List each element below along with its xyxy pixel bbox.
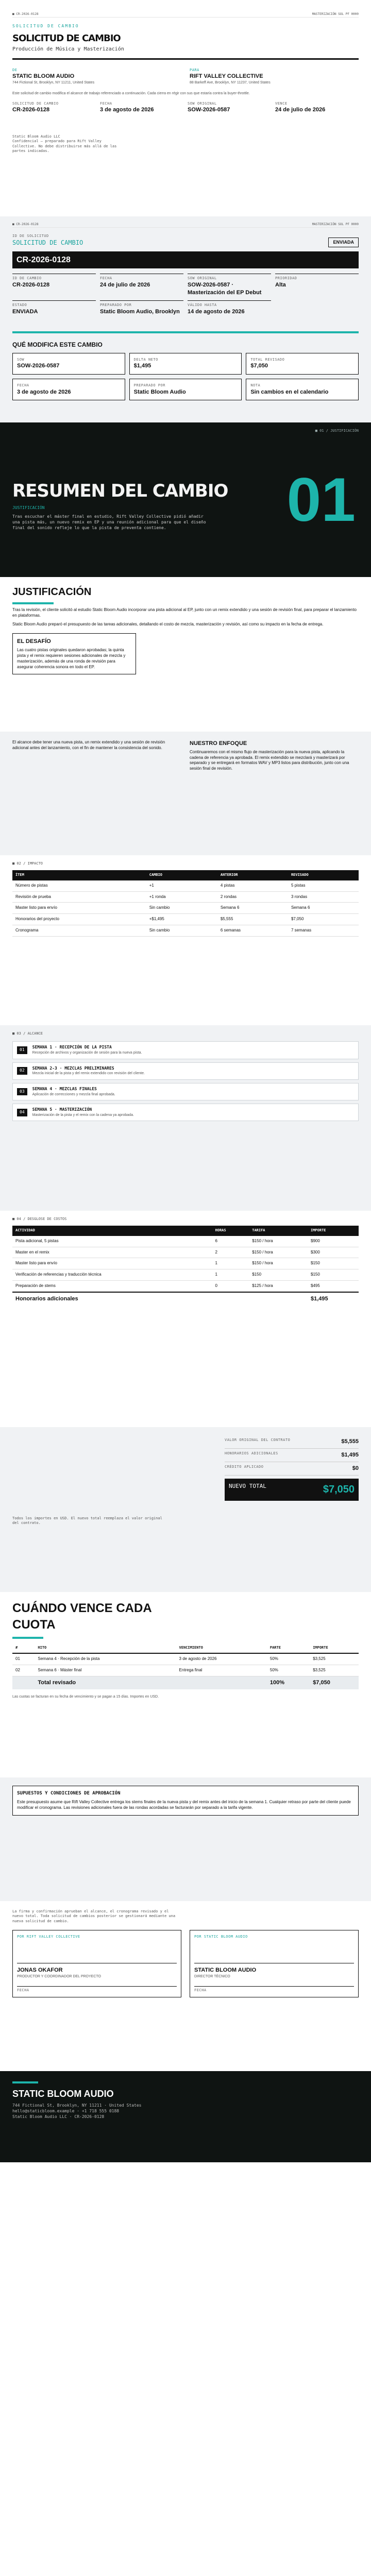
table-cell: +1: [149, 883, 154, 888]
cell-label: ESTADO: [12, 303, 27, 308]
meta-label: SOW ORIGINAL: [188, 101, 217, 106]
phase-title: SEMANA 1 · RECEPCIÓN DE LA PISTA: [32, 1045, 112, 1050]
meta-item: [100, 101, 183, 114]
table-cell: $3,525: [313, 1656, 326, 1662]
cell-label: FECHA: [100, 276, 112, 281]
phase-item: [12, 1083, 359, 1100]
phase-list: [12, 1041, 359, 1121]
box-kind: SOLICITUD DE CAMBIO: [12, 239, 83, 247]
table-cell: Cronograma: [15, 928, 39, 933]
phase-number: 02: [17, 1067, 27, 1075]
table-row: [12, 914, 359, 925]
totals-value: $0: [352, 1465, 359, 1471]
table-cell: Sin cambio: [149, 905, 170, 910]
summary-value: Sin cambios en el calendario: [250, 388, 329, 395]
table-cell: $300: [311, 1249, 320, 1255]
impact-gutter: ■ 02 / IMPACTO: [12, 861, 43, 866]
hero-title: RESUMEN DEL CAMBIO: [12, 481, 228, 502]
hero-number: 01: [286, 465, 356, 534]
sig-name: STATIC BLOOM AUDIO: [194, 1967, 257, 1973]
pay-total-percent: 100%: [269, 1679, 285, 1686]
table-row: [12, 1258, 359, 1269]
totals-label: VALOR ORIGINAL DEL CONTRATO: [225, 1438, 291, 1442]
intro: Este solicitud de cambio modifica el alcance de trabajo referenciado a continuación. Cada cierra en régir con sus que estaría contra la buyer-throttle.: [12, 92, 250, 96]
box-cell: [100, 274, 183, 296]
summary-item: [12, 353, 125, 375]
pay-total: $7,050: [313, 1679, 330, 1686]
justification: [0, 577, 371, 732]
phase-title: SEMANA 5 · MASTERIZACIÓN: [32, 1107, 92, 1112]
phase-number: 04: [17, 1109, 27, 1116]
new-total-label: NUEVO TOTAL: [229, 1482, 266, 1489]
column-header: HORAS: [215, 1228, 226, 1233]
meta-label: SOLICITUD DE CAMBIO: [12, 101, 59, 106]
summary-item: [129, 353, 242, 375]
table-cell: $495: [311, 1283, 320, 1289]
scope-left: El alcance debe tener una nueva pista, un remix extendido y una sesión de revisión adicional antes del lanzamiento, con el fin de mantener la consistencia del sonido.: [12, 740, 165, 750]
cost-total-label: Honorarios adicionales: [15, 1295, 78, 1302]
pay-title: CUÁNDO VENCE CADA CUOTA: [12, 1601, 151, 1632]
summary-item: [246, 353, 359, 375]
totals-row: [225, 1435, 359, 1449]
sig-name: JONAS OKAFOR: [17, 1967, 63, 1973]
cost: [0, 1211, 371, 1427]
just-p2: Static Bloom Audio preparó el presupuesto de las tareas adicionales, detallando el costo de mezcla, masterización y revisión, así como su impacto en la fecha de entrega.: [12, 621, 324, 626]
page-title: SOLICITUD DE CAMBIO: [12, 32, 121, 44]
table-cell: 2: [215, 1249, 217, 1255]
table-row: [12, 1269, 359, 1281]
to-name: RIFT VALLEY COLLECTIVE: [190, 73, 263, 80]
totals-value: $5,555: [341, 1438, 359, 1445]
cost-total: $1,495: [311, 1295, 328, 1302]
approach: [0, 732, 371, 855]
pay-table: [12, 1643, 359, 1689]
sig-role: PRODUCTOR Y COORDINADOR DEL PROYECTO: [17, 1974, 101, 1978]
page-subtitle: Producción de Música y Masterización: [12, 46, 124, 53]
signatures: [12, 1930, 359, 1997]
table-cell: Verificación de referencias y traducción técnica: [15, 1272, 102, 1277]
confidential-note: Static Bloom Audio LLC Confidencial — preparado para Rift Valley Collective. No debe distribuirse más allá de las partes indicadas.: [12, 134, 117, 154]
totals-list: [225, 1435, 359, 1476]
table-cell: Master listo para envío: [15, 905, 57, 910]
table-cell: $7,050: [291, 917, 304, 922]
from-name: STATIC BLOOM AUDIO: [12, 73, 75, 80]
divider: [12, 602, 54, 604]
totals-label: HONORARIOS ADICIONALES: [225, 1451, 278, 1455]
box-cell: [100, 300, 183, 315]
summary-value: SOW-2026-0587: [17, 363, 60, 369]
table-cell: 3 de agosto de 2026: [179, 1656, 217, 1662]
table-cell: +1 ronda: [149, 894, 166, 899]
column-header: ÍTEM: [15, 873, 24, 877]
totals-row: [225, 1449, 359, 1462]
table-cell: Pista adicional, 5 pistas: [15, 1238, 59, 1243]
summary-value: $7,050: [250, 363, 268, 369]
hero-kicker: JUSTIFICACIÓN: [12, 505, 45, 511]
table-cell: Entrega final: [179, 1668, 203, 1673]
phase-desc: Mezcla inicial de la pista y del remix extendido con revisión del cliente.: [32, 1072, 145, 1076]
payments: [0, 1592, 371, 1777]
cell-value: Alta: [275, 281, 286, 288]
to-address: 88 Barkeff Ave, Brooklyn, NY 11237, United States: [190, 80, 271, 84]
table-cell: 50%: [269, 1668, 278, 1673]
table-cell: 50%: [269, 1656, 278, 1662]
phase-desc: Recepción de archivos y organización de sesión para la nueva pista.: [32, 1051, 142, 1055]
cell-label: ID DE CAMBIO: [12, 276, 42, 281]
table-cell: Semana 4 · Recepción de la pista: [38, 1656, 100, 1662]
sig-line: [194, 1943, 354, 1963]
summary-item: [246, 379, 359, 400]
meta-item: [275, 101, 359, 114]
cell-label: VÁLIDO HASTA: [188, 303, 217, 308]
from-label: DE: [12, 67, 18, 72]
cell-value: ENVIADA: [12, 308, 38, 315]
challenge-heading: EL DESAFÍO: [17, 638, 51, 645]
meta-value: SOW-2026-0587: [188, 107, 230, 113]
divider: [12, 331, 359, 333]
hero-gutter: ■ 01 / JUSTIFICACIÓN: [315, 429, 359, 433]
phase-title: SEMANA 4 · MEZCLAS FINALES: [32, 1086, 97, 1091]
sig-date: FECHA: [194, 1986, 354, 1993]
summary-label: DELTA NETO: [133, 357, 158, 362]
table-row: [12, 891, 359, 903]
table-cell: 4 pistas: [220, 883, 235, 888]
column-header: VENCIMIENTO: [179, 1645, 203, 1650]
parties: [12, 68, 359, 86]
impact: [0, 855, 371, 1025]
column-header: CAMBIO: [149, 873, 163, 877]
pay-total-label: Total revisado: [38, 1679, 76, 1686]
table-cell: Revisión de prueba: [15, 894, 51, 899]
summary-label: PREPARADO POR: [133, 383, 165, 388]
approval: [0, 1901, 371, 2071]
footer-name: STATIC BLOOM AUDIO: [12, 2089, 114, 2099]
approval-note: La firma y confirmación aprueban el alcance, el cronograma revisado y el nuevo total. Toda solicitud de cambios posterior se gestionará mediante una nueva solicitud de cambio.: [12, 1909, 176, 1923]
table-row: [12, 880, 359, 891]
table-cell: $125 / hora: [252, 1283, 273, 1289]
box-cell: [188, 300, 271, 315]
table-cell: $150 / hora: [252, 1261, 273, 1266]
terms: [0, 1777, 371, 1901]
table-cell: $150 / hora: [252, 1238, 273, 1243]
just-title: JUSTIFICACIÓN: [12, 586, 92, 598]
pay-note: Las cuotas se facturan en su fecha de vencimiento y se pagan a 15 días. Importes en USD.: [12, 1694, 159, 1699]
phase-text: [32, 1045, 142, 1055]
gutter: ■ CR-2026-0128 MASTERIZACIÓN SOL PF 0000: [12, 12, 359, 18]
cell-value: SOW-2026-0587 · Masterización del EP Debut: [188, 281, 262, 296]
phase-item: [12, 1062, 359, 1080]
phase-number: 03: [17, 1088, 27, 1096]
table-cell: 1: [215, 1272, 217, 1277]
request-id: CR-2026-0128: [12, 251, 359, 269]
table-row: [12, 1247, 359, 1258]
sig-heading: POR STATIC BLOOM AUDIO: [194, 1935, 248, 1939]
summary-value: $1,495: [133, 363, 151, 369]
table-cell: Semana 6: [220, 905, 240, 910]
box-cell: [12, 274, 96, 296]
table-cell: 01: [15, 1656, 20, 1662]
table-cell: 7 semanas: [291, 928, 312, 933]
hero: [0, 422, 371, 577]
totals-value: $1,495: [341, 1451, 359, 1458]
table-cell: Honorarios del proyecto: [15, 917, 59, 922]
meta-value: 24 de julio de 2026: [275, 107, 326, 113]
cell-value: Static Bloom Audio, Brooklyn: [100, 308, 180, 315]
table-cell: 2 rondas: [220, 894, 237, 899]
table-cell: Master listo para envío: [15, 1261, 57, 1266]
terms-body: Este presupuesto asume que Rift Valley Collective entrega los stems finales de la nueva pista y del remix antes del inicio de la semana 1. Cualquier retraso por parte del cliente puede modificar el cronograma. Las revisiones adicionales fuera de las rondas acordadas se facturarán por separado a la tarifa vigente.: [17, 1800, 351, 1810]
phases-gutter: ■ 03 / ALCANCE: [12, 1031, 43, 1036]
hero-quote: Tras escuchar el máster final en estudio, Rift Valley Collective pidió añadir una pista más, un nuevo remix en EP y una reunión adicional para que el diseño final del sonido refleje lo que la pista de preventa contiene.: [12, 514, 206, 530]
summary-item: [12, 379, 125, 400]
table-cell: Semana 6 · Máster final: [38, 1668, 82, 1673]
meta-item: [188, 101, 271, 114]
box-cell: [275, 274, 359, 296]
table-cell: $150: [311, 1272, 320, 1277]
summary-item: [129, 379, 242, 400]
cost-gutter: ■ 04 / DESGLOSE DE COSTOS: [12, 1217, 67, 1221]
table-row: [12, 925, 359, 937]
meta-value: 3 de agosto de 2026: [100, 107, 154, 113]
column-header: #: [15, 1645, 18, 1650]
signature-block: [190, 1930, 359, 1997]
table-cell: 0: [215, 1283, 217, 1289]
totals-row: [225, 1462, 359, 1476]
status-badge: ENVIADA: [328, 238, 359, 247]
table-row: [12, 1653, 359, 1665]
approach-heading: NUESTRO ENFOQUE: [190, 740, 247, 747]
phase-desc: Aplicación de correcciones y mezcla final aprobada.: [32, 1092, 115, 1096]
challenge-body: Las cuatro pistas originales quedaron aprobadas; la quinta pista y el remix requieren sesiones adicionales de mezcla y masterización, además de una ronda de revisión para asegurar coherencia sonora en todo el EP.: [17, 648, 126, 669]
signature-block: [12, 1930, 181, 1997]
sig-role: DIRECTOR TÉCNICO: [194, 1974, 230, 1978]
just-p1: Tras la revisión, el cliente solicitó al estudio Static Bloom Audio incorporar una pista adicional al EP, junto con un remix extendido y una sesión de revisión final, para preparar el lanzamiento en plataformas.: [12, 607, 357, 618]
table-cell: Número de pistas: [15, 883, 48, 888]
approach-body: Continuaremos con el mismo flujo de masterización para la nueva pista, aplicando la cadena de referencia ya aprobada. El remix extendido se mezclará y masterizará por separado y se entregará en formatos WAV y MP3 listos para distribución, junto con una sesión final de revisión.: [190, 749, 349, 771]
impact-table: [12, 870, 359, 936]
column-header: TARIFA: [252, 1228, 265, 1233]
meta-grid: [12, 101, 359, 114]
summary-label: SOW: [17, 357, 25, 362]
phase-desc: Masterización de la pista y el remix con la cadena ya aprobada.: [32, 1113, 134, 1117]
column-header: HITO: [38, 1645, 47, 1650]
table-row: [12, 903, 359, 914]
terms-heading: SUPUESTOS Y CONDICIONES DE APROBACIÓN: [17, 1791, 121, 1796]
column-header: ANTERIOR: [220, 873, 238, 877]
phases: [0, 1025, 371, 1211]
sig-heading: POR RIFT VALLEY COLLECTIVE: [17, 1935, 80, 1939]
table-cell: $150: [252, 1272, 262, 1277]
meta-value: CR-2026-0128: [12, 107, 50, 113]
phase-text: [32, 1107, 134, 1117]
cover: [0, 0, 371, 216]
table-cell: 02: [15, 1668, 20, 1673]
box-cells: [12, 274, 359, 315]
summary-value: 3 de agosto de 2026: [17, 388, 71, 395]
to-label: PARA: [190, 67, 199, 72]
phase-item: [12, 1104, 359, 1121]
summary-label: NOTA: [250, 383, 261, 388]
phase-title: SEMANA 2-3 · MEZCLAS PRELIMINARES: [32, 1065, 114, 1071]
summary-grid: [12, 353, 359, 401]
meta-label: FECHA: [100, 101, 112, 106]
table-cell: Sin cambio: [149, 928, 170, 933]
table-cell: $5,555: [220, 917, 233, 922]
totals-note: Todos los importes en USD. El nuevo total reemplaza el valor original del contrato.: [12, 1516, 162, 1525]
footer-lines: 744 Fictional St, Brooklyn, NY 11211 · United States hello@staticbloom.example · +1 718 555 0188 Static Bloom Audio LLC · CR-2026-0128: [12, 2103, 142, 2119]
box-tag: ID DE SOLICITUD: [12, 234, 49, 238]
request-box: [0, 216, 371, 422]
divider: [12, 1637, 43, 1639]
summary-label: TOTAL REVISADO: [250, 357, 285, 362]
column-header: IMPORTE: [311, 1228, 326, 1233]
cell-value: CR-2026-0128: [12, 281, 50, 288]
phase-item: [12, 1041, 359, 1059]
gutter: ■ CR-2026-0128 MASTERIZACIÓN SOL PF 0000: [12, 223, 359, 228]
table-cell: Master en el remix: [15, 1249, 49, 1255]
cell-value: 24 de julio de 2026: [100, 281, 150, 288]
table-cell: 3 rondas: [291, 894, 308, 899]
doc-kind: SOLICITUD DE CAMBIO: [12, 24, 79, 28]
table-cell: +$1,495: [149, 917, 164, 922]
phase-text: [32, 1066, 145, 1076]
column-header: PARTE: [269, 1645, 281, 1650]
sig-date: FECHA: [17, 1986, 177, 1993]
table-cell: 6: [215, 1238, 217, 1243]
totals: [0, 1427, 371, 1592]
cell-label: SOW ORIGINAL: [188, 276, 217, 281]
column-header: REVISADO: [291, 873, 309, 877]
phase-text: [32, 1087, 115, 1097]
table-cell: $150 / hora: [252, 1249, 273, 1255]
summary-value: Static Bloom Audio: [133, 388, 186, 395]
new-total: $7,050: [323, 1483, 355, 1495]
table-row: [12, 1281, 359, 1292]
table-cell: 6 semanas: [220, 928, 241, 933]
table-cell: Preparación de stems: [15, 1283, 56, 1289]
cell-label: PREPARADO POR: [100, 303, 132, 308]
footer: [0, 2071, 371, 2162]
meta-item: [12, 101, 96, 114]
sig-line: [17, 1943, 177, 1963]
totals-label: CRÉDITO APLICADO: [225, 1464, 264, 1469]
divider: [12, 2081, 38, 2083]
table-cell: $150: [311, 1261, 320, 1266]
cost-table: [12, 1226, 359, 1305]
column-header: IMPORTE: [313, 1645, 328, 1650]
table-cell: Semana 6: [291, 905, 310, 910]
cell-label: PRIORIDAD: [275, 276, 297, 281]
column-header: ACTIVIDAD: [15, 1228, 35, 1233]
from-address: 744 Fictional St, Brooklyn, NY 11211, United States: [12, 80, 95, 84]
box-cell: [188, 274, 271, 296]
summary-heading: QUÉ MODIFICA ESTE CAMBIO: [12, 341, 103, 348]
table-cell: $900: [311, 1238, 320, 1243]
table-row: [12, 1236, 359, 1247]
table-cell: 1: [215, 1261, 217, 1266]
divider: [12, 58, 359, 60]
phase-number: 01: [17, 1046, 27, 1054]
box-cell: [12, 300, 96, 315]
table-cell: $3,525: [313, 1668, 326, 1673]
table-row: [12, 1665, 359, 1676]
cell-value: 14 de agosto de 2026: [188, 308, 245, 315]
summary-label: FECHA: [17, 383, 29, 388]
meta-label: VENCE: [275, 101, 288, 106]
table-cell: 5 pistas: [291, 883, 306, 888]
